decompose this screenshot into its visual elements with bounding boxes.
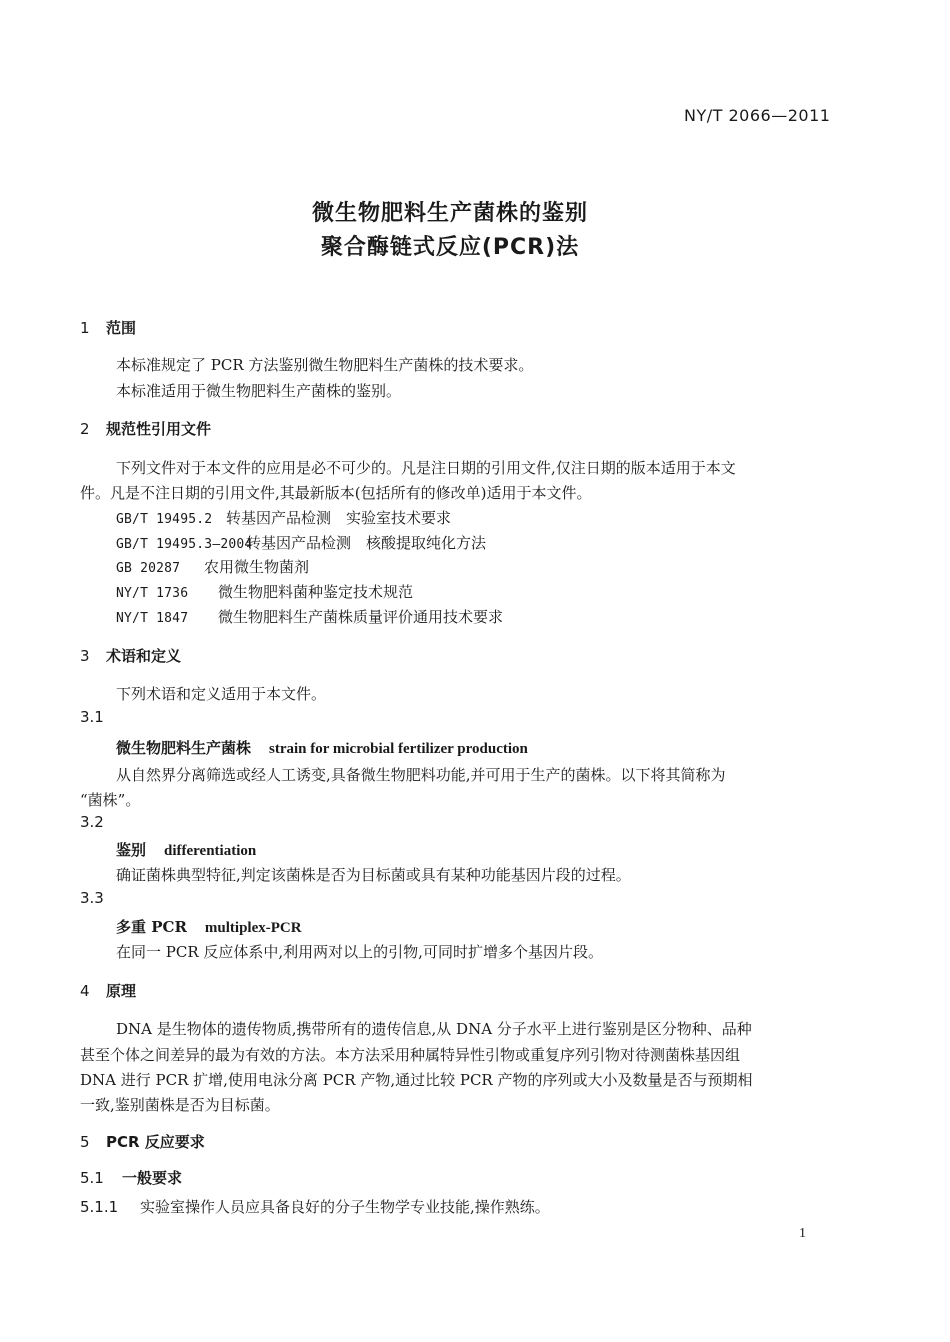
section-number: 3 [80,647,90,665]
section-2-intro-line-2: 件。凡是不注日期的引用文件,其最新版本(包括所有的修改单)适用于本文件。 [80,484,592,502]
term-definition-line-1: 在同一 PCR 反应体系中,利用两对以上的引物,可同时扩增多个基因片段。 [116,943,603,961]
reference-code: GB 20287 [116,561,181,576]
normative-reference [116,556,309,577]
term-en: strain for microbial fertilizer production [269,741,528,757]
term-zh: 多重 PCR [116,918,187,936]
term-definition-line-1: 确证菌株典型特征,判定该菌株是否为目标菌或具有某种功能基因片段的过程。 [116,866,631,884]
section-2-heading [80,418,211,439]
reference-title: 转基因产品检测 实验室技术要求 [226,509,452,527]
reference-title: 微生物肥料生产菌株质量评价通用技术要求 [218,608,504,626]
term-zh: 微生物肥料生产菌株 [116,739,252,757]
reference-title: 微生物肥料菌种鉴定技术规范 [218,583,414,601]
term-number: 3.1 [80,708,104,726]
section-3-heading [80,645,181,666]
term-number: 3.3 [80,889,104,907]
page-number: 1 [799,1226,806,1241]
standard-number: NY/T 2066—2011 [684,106,831,125]
subsection-5-1-heading [80,1167,182,1188]
section-number: 2 [80,420,90,438]
reference-code: GB/T 19495.2 [116,512,213,527]
term-definition-line-2: “菌株”。 [80,791,141,809]
reference-code: NY/T 1736 [116,586,189,601]
section-4-line-2: 甚至个体之间差异的最为有效的方法。本方法采用种属特异性引物或重复序列引物对待测菌株基因组 [80,1046,741,1064]
section-4-line-3: DNA 进行 PCR 扩增,使用电泳分离 PCR 产物,通过比较 PCR 产物的序列或大小及数量是否与预期相 [80,1071,753,1089]
section-number: 1 [80,319,90,337]
document-title-line2: 聚合酶链式反应(PCR)法 [320,235,580,260]
section-number: 5 [80,1133,90,1151]
clause-text: 实验室操作人员应具备良好的分子生物学专业技能,操作熟练。 [140,1198,550,1216]
section-title: PCR 反应要求 [106,1133,205,1151]
section-title: 术语和定义 [106,647,182,665]
reference-code: NY/T 1847 [116,611,189,626]
subsection-title: 一般要求 [122,1169,183,1187]
section-1-para-2: 本标准适用于微生物肥料生产菌株的鉴别。 [116,382,402,400]
section-number: 4 [80,982,90,1000]
term-heading [116,916,302,937]
normative-reference [116,606,503,627]
term-definition-line-1: 从自然界分离筛选或经人工诱变,具备微生物肥料功能,并可用于生产的菌株。以下将其简称为 [116,766,726,784]
section-5-heading [80,1131,205,1152]
term-en: multiplex-PCR [204,920,302,936]
term-en: differentiation [164,843,257,859]
section-title: 范围 [106,319,137,337]
normative-reference [116,532,486,553]
term-heading [116,737,528,758]
section-4-line-4: 一致,鉴别菌株是否为目标菌。 [80,1096,280,1114]
section-1-para-1: 本标准规定了 PCR 方法鉴别微生物肥料生产菌株的技术要求。 [116,356,534,374]
term-zh: 鉴别 [116,841,147,859]
section-title: 规范性引用文件 [106,420,212,438]
clause-5-1-1 [80,1196,550,1217]
section-title: 原理 [106,982,137,1000]
section-2-intro-line-1: 下列文件对于本文件的应用是必不可少的。凡是注日期的引用文件,仅注日期的版本适用于本文 [116,459,736,477]
normative-reference [116,507,451,528]
subsection-number: 5.1 [80,1169,104,1187]
reference-title: 转基因产品检测 核酸提取纯化方法 [246,534,487,552]
document-title-line1: 微生物肥料生产菌株的鉴别 [311,201,588,226]
section-3-intro: 下列术语和定义适用于本文件。 [116,685,327,703]
normative-reference [116,581,413,602]
section-4-heading [80,980,136,1001]
term-heading [116,839,256,860]
section-1-heading [80,317,136,338]
section-4-line-1: DNA 是生物体的遗传物质,携带所有的遗传信息,从 DNA 分子水平上进行鉴别是区分物种、品种 [116,1020,752,1038]
reference-code: GB/T 19495.3—2004 [116,537,253,552]
clause-number: 5.1.1 [80,1198,119,1216]
reference-title: 农用微生物菌剂 [204,558,310,576]
term-number: 3.2 [80,813,104,831]
